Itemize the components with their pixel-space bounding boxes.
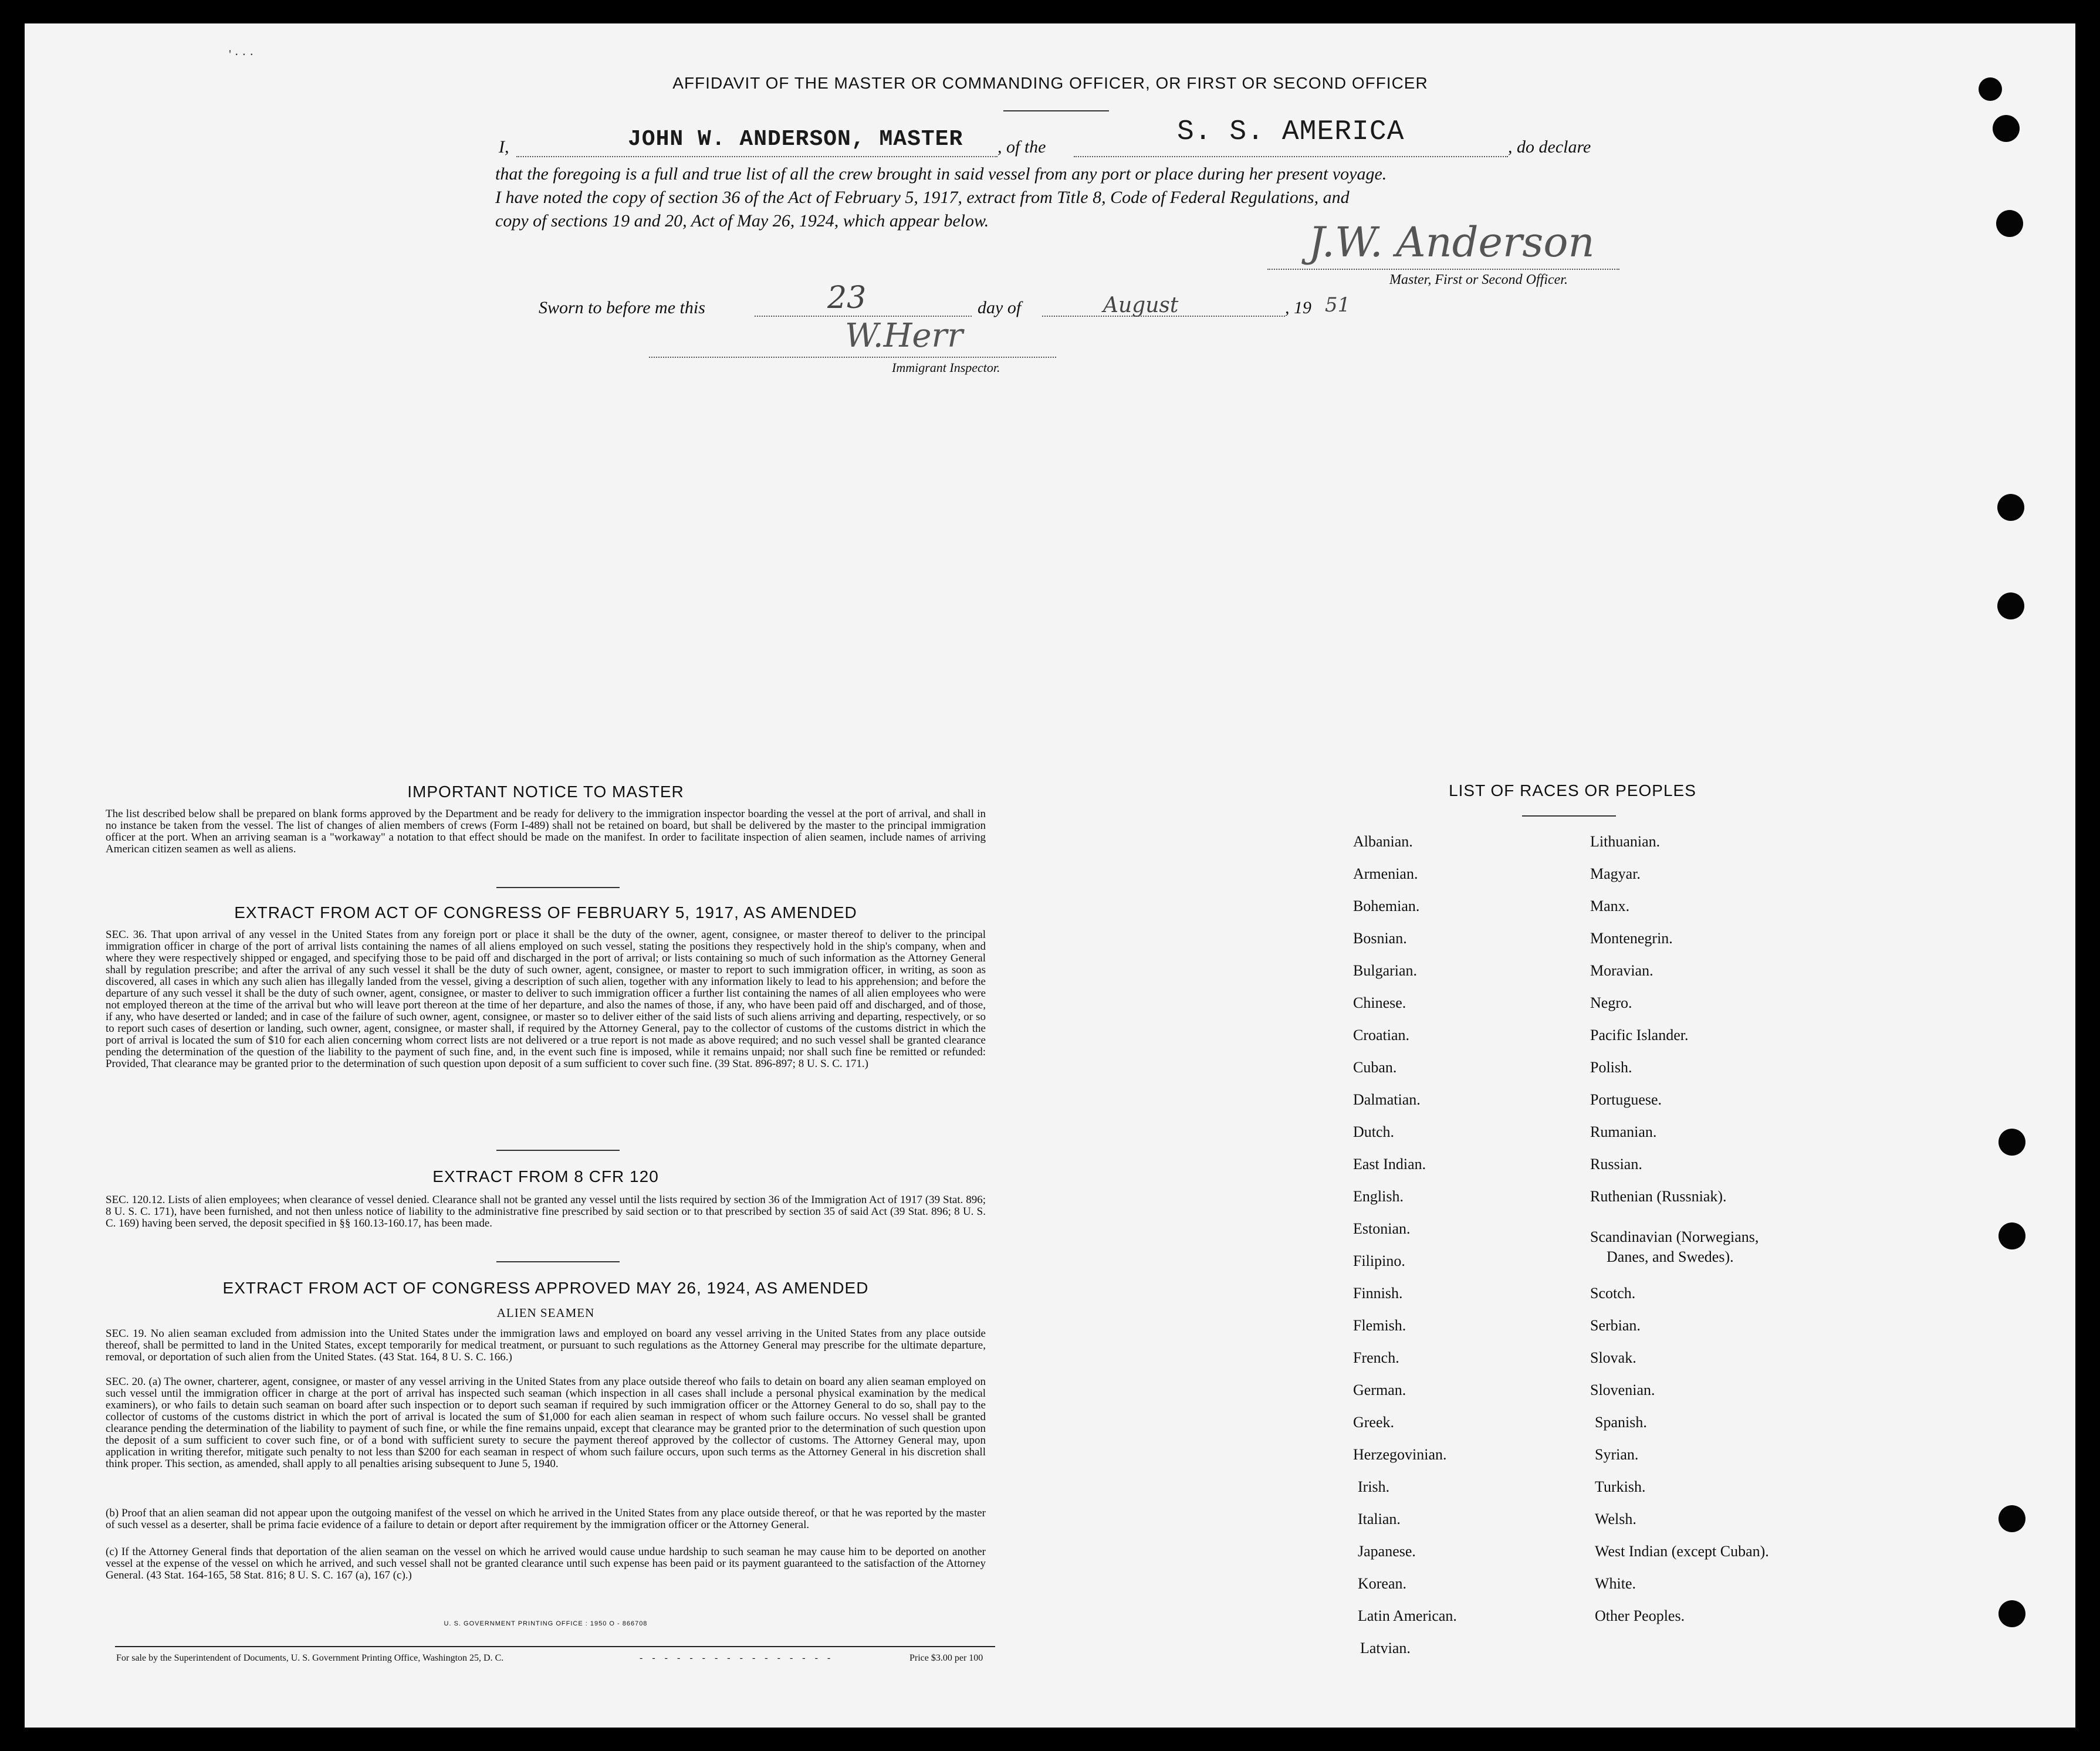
race-right-item: Scotch. (1590, 1285, 1636, 1302)
sec20b-body: (b) Proof that an alien seaman did not appear upon the outgoing manifest of the vessel on which he arrived in the United States from any place outside thereof, or that he was reported by the master of such vessel as a deserter, shall be prima facie evidence of a failure to detain or deport after requirement by the immigration officer or the Attorney General. (106, 1507, 986, 1531)
race-left-item: German. (1353, 1381, 1406, 1398)
race-right-item: Slovak. (1590, 1349, 1636, 1366)
master-name-stamp: JOHN W. ANDERSON, MASTER (628, 127, 963, 152)
corner-marks: ' · · · (229, 47, 254, 62)
declaration-line-4: copy of sections 19 and 20, Act of May 26, 1924, which appear below. (495, 211, 989, 231)
inspector-signature: W.Herr (845, 317, 963, 355)
race-left-item: Filipino. (1353, 1252, 1405, 1269)
race-left-item: Finnish. (1353, 1285, 1403, 1302)
race-left-item: Korean. (1358, 1575, 1407, 1592)
race-right-item: Manx. (1590, 897, 1630, 915)
race-right-item: Lithuanian. (1590, 833, 1661, 850)
race-left-item: Armenian. (1353, 865, 1418, 882)
extract-1924-subtitle: ALIEN SEAMEN (496, 1306, 595, 1320)
master-signature: J.W. Anderson (1308, 218, 1595, 266)
punch-hole (1993, 115, 2020, 142)
punch-hole (1979, 77, 2002, 101)
footer-left: For sale by the Superintendent of Documents, U. S. Government Printing Office, Washington 25, D. C. (116, 1653, 504, 1663)
race-right-item: Welsh. (1595, 1510, 1636, 1528)
sworn-label: Sworn to before me this (539, 298, 705, 317)
race-left-item: Chinese. (1353, 994, 1406, 1011)
race-right-item: Polish. (1590, 1059, 1632, 1076)
signature-caption: Master, First or Second Officer. (1389, 272, 1568, 287)
of-the-label: , of the (997, 137, 1046, 157)
i-label: I, (499, 137, 509, 157)
race-right-item: Portuguese. (1590, 1091, 1662, 1108)
extract-8cfr-body: SEC. 120.12. Lists of alien employees; when clearance of vessel denied. Clearance shall not be granted any vessel until the lists required by section 36 of the Immigration Act of 1917 (39 Stat. 896; 8 U. S. C. 171), have been furnished, and not then unless notice of liability to the administrative fine prescribed by said section or to that prescribed by section 35 of said Act (39 Stat. 896; 8 U. S. C. 169) having been served, the deposit specified in §§ 160.13-160.17, has been made. (106, 1194, 986, 1230)
notice-title: IMPORTANT NOTICE TO MASTER (407, 783, 684, 801)
race-left-item: English. (1353, 1188, 1404, 1205)
footer-dashes: - - - - - - - - - - - - - - - - (640, 1653, 834, 1663)
footer-rule (115, 1646, 995, 1647)
punch-hole (1996, 210, 2023, 237)
extract-8cfr-title: EXTRACT FROM 8 CFR 120 (432, 1167, 659, 1186)
vessel-line (1074, 156, 1508, 157)
name-line (516, 156, 997, 157)
do-declare-label: , do declare (1508, 137, 1591, 157)
day-of-label: day of (978, 298, 1022, 317)
race-left-item: Croatian. (1353, 1027, 1410, 1044)
race-right-item: Syrian. (1595, 1446, 1639, 1463)
sec20c-body: (c) If the Attorney General finds that deportation of the alien seaman on the vessel on which he arrived would cause undue hardship to such seaman he may cause him to be deported on another vessel at the expense of the vessel on which he arrived, and such vessel shall not be granted clearance until such expense has been paid or its payment guaranteed to the satisfaction of the Attorney General. (43 Stat. 164-165, 58 Stat. 816; 8 U. S. C. 167 (a), 167 (c).) (106, 1546, 986, 1581)
race-right-item: Negro. (1590, 994, 1632, 1011)
race-right-item: Ruthenian (Russniak). (1590, 1188, 1727, 1205)
race-right-item: Spanish. (1595, 1414, 1647, 1431)
race-right-item: Scandinavian (Norwegians, (1590, 1228, 1759, 1245)
race-left-item: Flemish. (1353, 1317, 1406, 1334)
race-right-item: Danes, and Swedes). (1607, 1248, 1734, 1265)
race-right-item: Russian. (1590, 1156, 1642, 1173)
race-right-item: Rumanian. (1590, 1123, 1657, 1140)
race-right-item: Turkish. (1595, 1478, 1646, 1495)
punch-hole (1997, 494, 2024, 521)
section-rule (496, 1261, 620, 1262)
race-right-item: White. (1595, 1575, 1636, 1592)
extract-1924-title: EXTRACT FROM ACT OF CONGRESS APPROVED MAY 26, 1924, AS AMENDED (222, 1279, 869, 1297)
declaration-line-3: I have noted the copy of section 36 of the Act of February 5, 1917, extract from Title 8, Code of Federal Regulations, and (495, 188, 1350, 207)
race-left-item: Bulgarian. (1353, 962, 1418, 979)
sec20a-body: SEC. 20. (a) The owner, charterer, agent, consignee, or master of any vessel arriving in the United States from any place outside thereof who fails to detain on board any alien seaman employed on such vessel until the immigration officer in charge at the port of arrival has inspected such seaman (which inspection in all cases shall include a personal physical examination by the medical examiners), or who fails to detain such seaman on board after such inspection or to deport such seaman if required by such immigration officer or the Attorney General to do so, shall pay to the collector of customs of the customs district in which the port of arrival is located the sum of $1,000 for each alien seaman in respect of whom such failure occurs. No vessel shall be granted clearance pending the determination of the liability to payment of such fine, or while the fine remains unpaid, except that clearance may be granted prior to the determination of such question upon the deposit of a sum sufficient to cover such fine, or of a bond with sufficient surety to secure the payment thereof approved by the collector of customs. The Attorney General may, upon application in writing therefor, mitigate such penalty to not less than $200 for each seaman in respect of whom such failure occurs, upon such terms as the Attorney General in his discretion shall think proper. This section, as amended, shall apply to all penalties arising subsequent to June 5, 1940. (106, 1376, 986, 1470)
race-right-item: Other Peoples. (1595, 1607, 1685, 1624)
punch-hole (1998, 1505, 2025, 1532)
notice-body: The list described below shall be prepared on blank forms approved by the Department and be ready for delivery to the immigration inspector boarding the vessel at the port of arrival, and shall in no instance be taken from the vessel. The list of changes of alien members of crews (Form I-489) shall not be retained on board, but shall be delivered by the master to the principal immigration officer at the port. When an arriving seaman is a "workaway" a notation to that effect should be made on the manifest. In order to facilitate inspection of alien seamen, include names of arriving American citizen seamen as well as aliens. (106, 808, 986, 855)
sworn-day: 23 (827, 280, 867, 316)
race-right-item: West Indian (except Cuban). (1595, 1543, 1769, 1560)
race-right-item: Magyar. (1590, 865, 1641, 882)
section-rule (496, 1150, 620, 1151)
punch-hole (1998, 1222, 2025, 1249)
race-left-item: Herzegovinian. (1353, 1446, 1447, 1463)
race-left-item: Latvian. (1360, 1640, 1411, 1657)
sworn-month: August (1103, 293, 1179, 317)
race-right-item: Pacific Islander. (1590, 1027, 1689, 1044)
declaration-line-2: that the foregoing is a full and true list of all the crew brought in said vessel from any port or place during her present voyage. (495, 164, 1387, 184)
inspector-caption: Immigrant Inspector. (892, 360, 1000, 375)
race-left-item: Albanian. (1353, 833, 1413, 850)
race-left-item: Latin American. (1358, 1607, 1457, 1624)
race-right-item: Serbian. (1590, 1317, 1641, 1334)
race-left-item: Italian. (1358, 1510, 1401, 1528)
race-left-item: Estonian. (1353, 1220, 1411, 1237)
race-right-item: Moravian. (1590, 962, 1653, 979)
race-right-item: Slovenian. (1590, 1381, 1655, 1398)
sec19-body: SEC. 19. No alien seaman excluded from admission into the United States under the immigration laws and employed on board any vessel arriving in the United States from any place outside thereof, shall be permitted to land in the United States, except temporarily for medical treatment, or pursuant to such regulations as the Attorney General may prescribe for the ultimate departure, removal, or deportation of such alien from the United States. (43 Stat. 164, 8 U. S. C. 166.) (106, 1327, 986, 1363)
footer-price: Price $3.00 per 100 (909, 1653, 983, 1663)
race-left-item: Dalmatian. (1353, 1091, 1421, 1108)
race-left-item: East Indian. (1353, 1156, 1426, 1173)
race-left-item: Dutch. (1353, 1123, 1395, 1140)
affidavit-title: AFFIDAVIT OF THE MASTER OR COMMANDING OFFICER, OR FIRST OR SECOND OFFICER (672, 74, 1428, 92)
race-left-item: Japanese. (1358, 1543, 1416, 1560)
race-left-item: Greek. (1353, 1414, 1395, 1431)
inspector-line (649, 357, 1056, 358)
race-right-item: Montenegrin. (1590, 930, 1673, 947)
races-rule (1522, 815, 1616, 817)
signature-line (1267, 269, 1619, 270)
race-left-item: Bosnian. (1353, 930, 1407, 947)
races-title: LIST OF RACES OR PEOPLES (1449, 781, 1696, 800)
race-left-item: Irish. (1358, 1478, 1390, 1495)
title-rule (1003, 110, 1109, 111)
punch-hole (1997, 592, 2024, 619)
race-left-item: Bohemian. (1353, 897, 1420, 915)
race-left-item: French. (1353, 1349, 1399, 1366)
vessel-name-stamp: S. S. AMERICA (1177, 116, 1405, 148)
form-page (25, 23, 2075, 1728)
gpo-line: U. S. GOVERNMENT PRINTING OFFICE : 1950 O - 866708 (444, 1620, 648, 1627)
year-prefix: , 19 (1285, 298, 1311, 317)
section-rule (496, 887, 620, 888)
race-left-item: Cuban. (1353, 1059, 1397, 1076)
punch-hole (1998, 1129, 2025, 1156)
extract-1917-title: EXTRACT FROM ACT OF CONGRESS OF FEBRUARY 5, 1917, AS AMENDED (234, 903, 857, 922)
extract-1917-body: SEC. 36. That upon arrival of any vessel in the United States from any foreign port or place it shall be the duty of the owner, agent, consignee, or master thereof to deliver to the principal immigration officer in charge of the port of arrival lists containing the names of all aliens employed on such vessel, stating the positions they respectively hold in the ship's company, when and where they were respectively shipped or engaged, and specifying those to be paid off and discharged in the port of arrival; or lists containing so much of such information as the Attorney General shall by regulation prescribe; and after the arrival of any such vessel it shall be the duty of such owner, agent, consignee, or master to report to such immigration officer, in writing, as soon as discovered, all cases in which any such alien has illegally landed from the vessel, giving a description of such alien, together with any information likely to lead to his apprehension; and before the departure of any such vessel it shall be the duty of such owner, agent, consignee, or master to deliver to such immigration officer a further list containing the names of all alien employees who were not employed thereon at the time of the arrival but who will leave port thereon at the time of her departure, and also the names of those, if any, who have been paid off and discharged, and of those, if any, who have deserted or landed; and in case of the failure of such owner, agent, consignee, or master so to deliver either of the said lists of such aliens arriving and departing, respectively, or so to report such cases of desertion or landing, such owner, agent, consignee, or master shall, if required by the Attorney General, pay to the collector of customs of the customs district in which the port of arrival is located the sum of $10 for each alien concerning whom correct lists are not delivered or a true report is not made as above required; and no such vessel shall be granted clearance pending the determination of the question of the liability to the payment of such fine, and, in the event such fine is imposed, while it remains unpaid; nor shall such fine be remitted or refunded: Provided, That clearance may be granted prior to the determination of such question upon deposit of a sum sufficient to cover such fine. (39 Stat. 896-897; 8 U. S. C. 171.) (106, 929, 986, 1070)
sworn-year: 51 (1325, 293, 1351, 317)
punch-hole (1998, 1600, 2025, 1627)
